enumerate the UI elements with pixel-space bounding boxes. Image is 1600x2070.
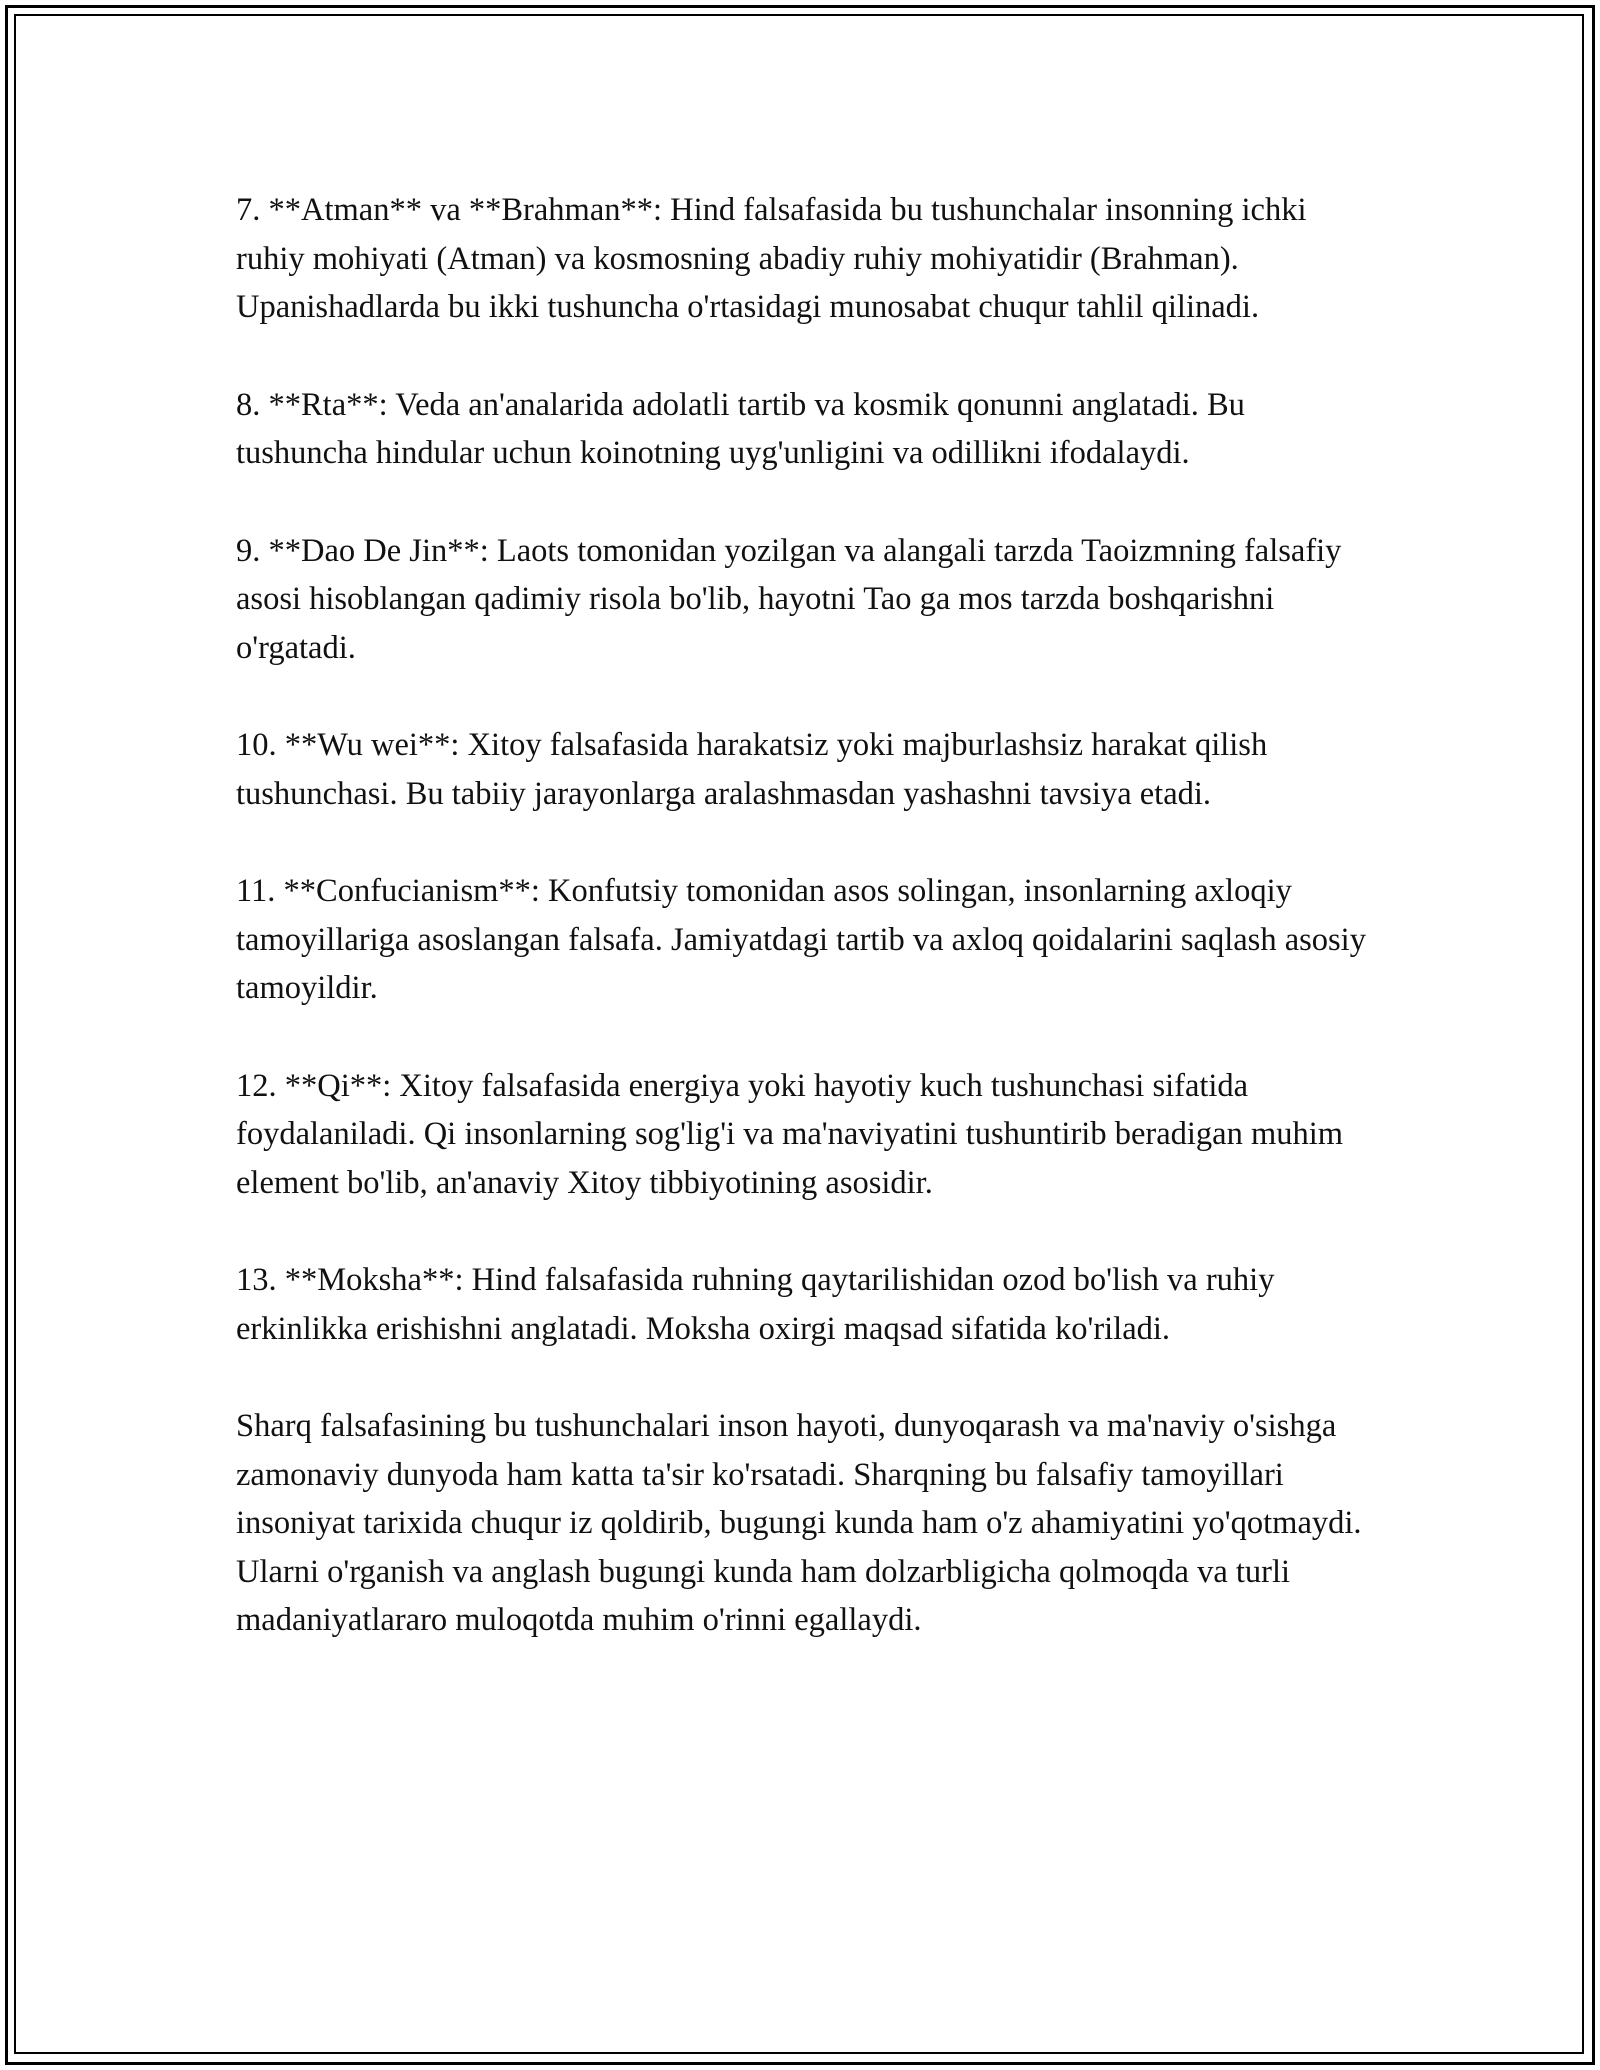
document-body: [236, 186, 1376, 1645]
paragraph-atman-brahman: 7. **Atman** va **Brahman**: Hind falsafasida bu tushunchalar insonning ichki ruhiy mohiyati (Atman) va kosmosning abadiy ruhiy mohiyatidir (Brahman). Upanishadlarda bu ikki tushuncha o'rtasidagi munosabat chuqur tahlil qilinadi.: [236, 192, 1307, 325]
paragraph-moksha: 13. **Moksha**: Hind falsafasida ruhning qaytarilishidan ozod bo'lish va ruhiy erkinlikka erishishni anglatadi. Moksha oxirgi maqsad sifatida ko'riladi.: [236, 1262, 1275, 1347]
paragraph-qi: 12. **Qi**: Xitoy falsafasida energiya yoki hayotiy kuch tushunchasi sifatida foydalaniladi. Qi insonlarning sog'lig'i va ma'naviyatini tushuntirib beradigan muhim element bo'lib, an'anaviy Xitoy tibbiyotining asosidir.: [236, 1067, 1344, 1201]
paragraph-wu-wei: 10. **Wu wei**: Xitoy falsafasida harakatsiz yoki majburlashsiz harakat qilish tushunchasi. Bu tabiiy jarayonlarga aralashmasdan yashashni tavsiya etadi.: [236, 727, 1268, 812]
paragraph-conclusion: Sharq falsafasining bu tushunchalari inson hayoti, dunyoqarash va ma'naviy o'sishga zamonaviy dunyoda ham katta ta'sir ko'rsatadi. Sharqning bu falsafiy tamoyillari insoniyat tarixida chuqur iz qoldirib, bugungi kunda ham o'z ahamiyatini yo'qotmaydi. Ularni o'rganish va anglash bugungi kunda ham dolzarbligicha qolmoqda va turli madaniyatlararo muloqotda muhim o'rinni egallaydi.: [236, 1408, 1362, 1638]
paragraph-confucianism: 11. **Confucianism**: Konfutsiy tomonidan asos solingan, insonlarning axloqiy tamoyillariga asoslangan falsafa. Jamiyatdagi tartib va axloq qoidalarini saqlash asosiy tamoyildir.: [236, 873, 1366, 1006]
paragraph-dao-de-jin: 9. **Dao De Jin**: Laots tomonidan yozilgan va alangali tarzda Taoizmning falsafiy asosi hisoblangan qadimiy risola bo'lib, hayotni Tao ga mos tarzda boshqarishni o'rgatadi.: [236, 532, 1342, 666]
paragraph-rta: 8. **Rta**: Veda an'analarida adolatli tartib va kosmik qonunni anglatadi. Bu tushuncha hindular uchun koinotning uyg'unligini va odillikni ifodalaydi.: [236, 386, 1245, 471]
